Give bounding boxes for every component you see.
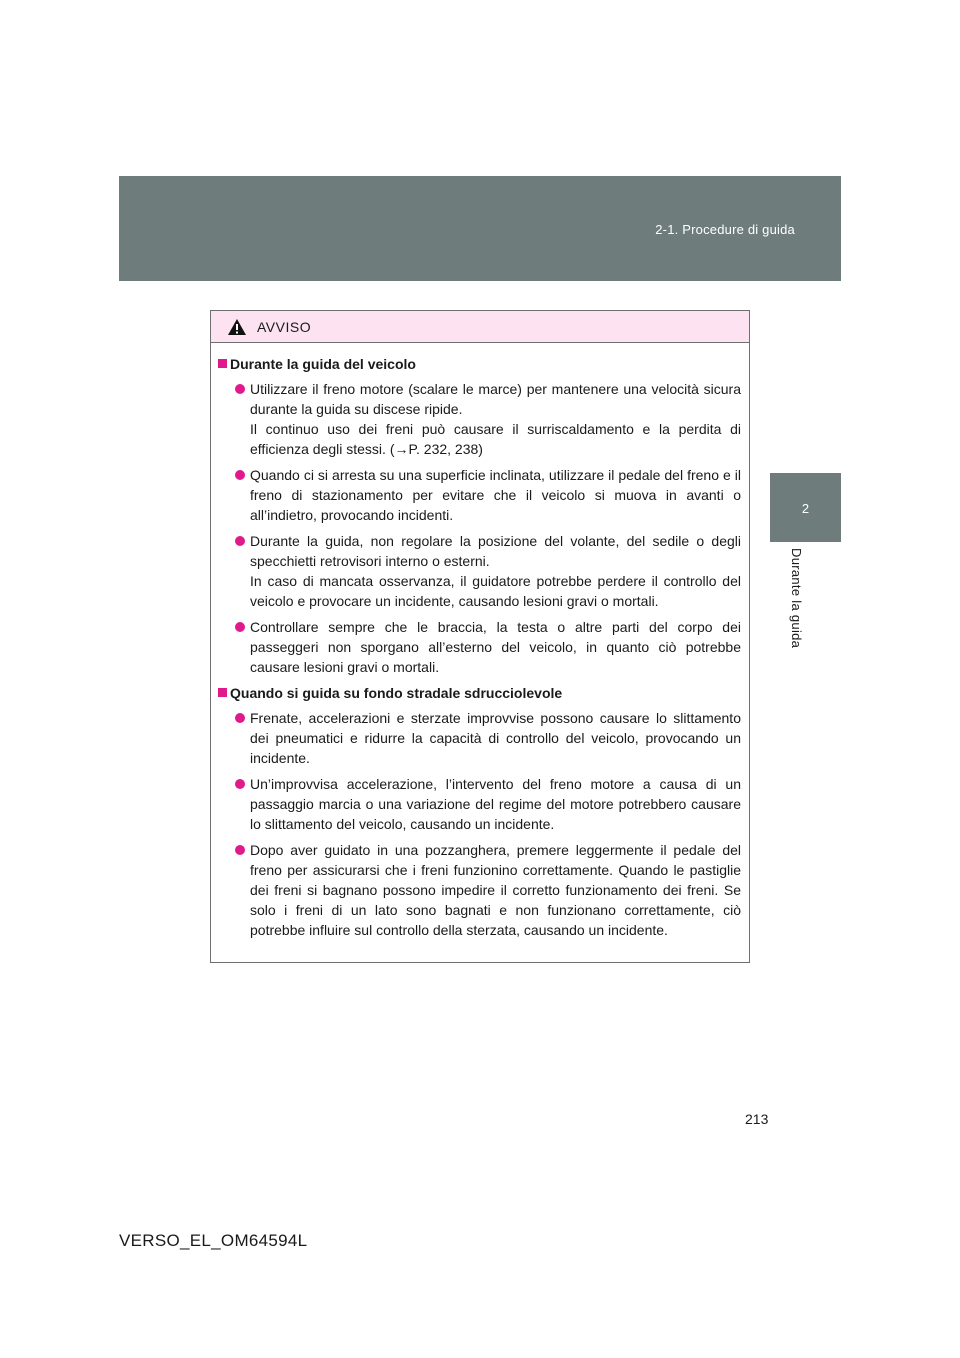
circle-bullet-icon	[235, 779, 245, 789]
circle-bullet-icon	[235, 470, 245, 480]
circle-bullet-icon	[235, 713, 245, 723]
warning-label: AVVISO	[257, 319, 312, 335]
item-text: Frenate, accelerazioni e sterzate improvvise possono causare lo slittamento dei pneumatici e ridurre la capacità di controllo del veicolo, provocando un incidente.	[250, 710, 741, 766]
list-item	[218, 379, 741, 459]
list-item	[218, 708, 741, 768]
list-item	[218, 840, 741, 940]
section-title-text: Durante la guida del veicolo	[230, 356, 416, 372]
page-number: 213	[745, 1111, 769, 1127]
item-text: In caso di mancata osservanza, il guidatore potrebbe perdere il controllo del veicolo e provocare un incidente, causando lesioni gravi o mortali.	[250, 573, 741, 609]
item-text: Utilizzare il freno motore (scalare le marce) per mantenere una velocità sicura durante la guida su discese ripide.	[250, 381, 741, 417]
list-item	[218, 465, 741, 525]
square-bullet-icon	[218, 688, 227, 697]
circle-bullet-icon	[235, 384, 245, 394]
item-text: Il continuo uso dei freni può causare il surriscaldamento e la perdita di efficienza degli stessi. (→P. 232, 238)	[250, 421, 741, 457]
circle-bullet-icon	[235, 536, 245, 546]
warning-box	[210, 310, 750, 963]
section-title: 2-1. Procedure di guida	[655, 222, 795, 237]
item-text: Controllare sempre che le braccia, la testa o altre parti del corpo dei passeggeri non sporgano all’esterno del veicolo, in quanto ciò potrebbe causare lesioni gravi o mortali.	[250, 619, 741, 675]
list-item	[218, 531, 741, 611]
square-bullet-icon	[218, 359, 227, 368]
circle-bullet-icon	[235, 845, 245, 855]
chapter-tab	[770, 473, 841, 542]
item-text: Quando ci si arresta su una superficie inclinata, utilizzare il pedale del freno e il freno di stazionamento per evitare che il veicolo si muova in avanti o all’indietro, provocando incidenti.	[250, 467, 741, 523]
list-item	[218, 617, 741, 677]
warning-header	[211, 311, 749, 343]
chapter-label: Durante la guida	[789, 548, 804, 649]
chapter-number: 2	[801, 501, 810, 516]
item-text: Un’improvvisa accelerazione, l’intervento del freno motore a causa di un passaggio marcia o una variazione del regime del motore potrebbero causare lo slittamento del veicolo, causando un incidente.	[250, 776, 741, 832]
section-heading	[218, 354, 741, 374]
circle-bullet-icon	[235, 622, 245, 632]
warning-triangle-icon	[227, 318, 247, 336]
item-text: Durante la guida, non regolare la posizione del volante, del sedile o degli specchietti retrovisori interno o esterni.	[250, 533, 741, 569]
doc-code: VERSO_EL_OM64594L	[119, 1231, 308, 1250]
header-band	[119, 176, 841, 281]
section-title-text: Quando si guida su fondo stradale sdrucciolevole	[230, 685, 563, 701]
list-item	[218, 774, 741, 834]
item-text: Dopo aver guidato in una pozzanghera, premere leggermente il pedale del freno per assicurarsi che i freni funzionino correttamente. Quando le pastiglie dei freni si bagnano possono impedire il corretto funzionamento dei freni. Se solo i freni di un lato sono bagnati e non funzionano correttamente, ciò potrebbe influire sul controllo della sterzata, causando un incidente.	[250, 842, 741, 938]
warning-body	[211, 343, 749, 940]
section-heading	[218, 683, 741, 703]
